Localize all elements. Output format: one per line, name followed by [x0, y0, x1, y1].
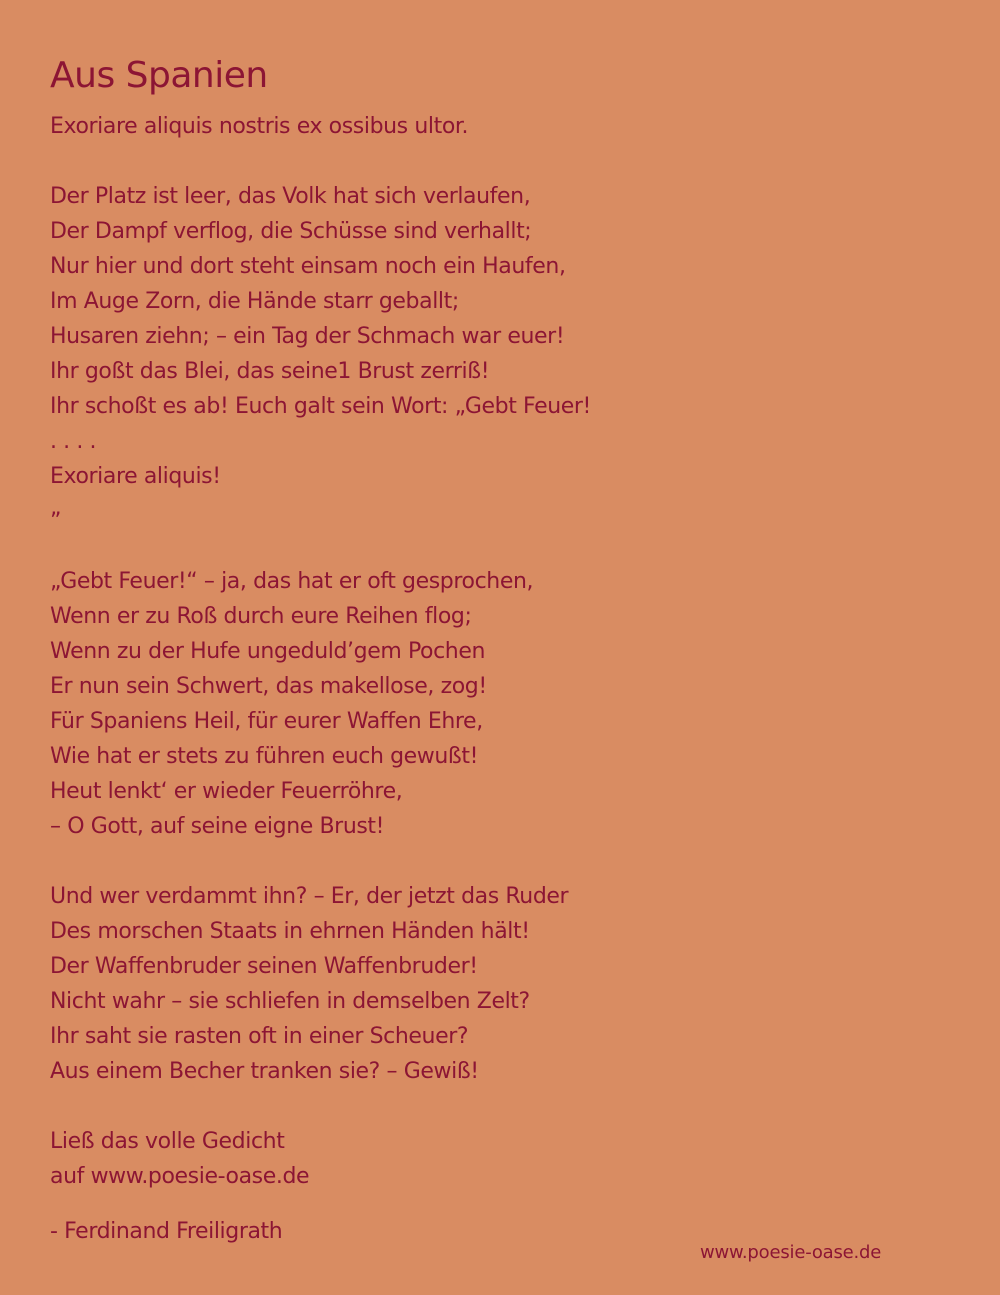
poem-line: Er nun sein Schwert, das makellose, zog!: [50, 674, 487, 699]
poem-line: Aus einem Becher tranken sie? – Gewiß!: [50, 1059, 479, 1084]
poem-line: Im Auge Zorn, die Hände starr geballt;: [50, 289, 459, 314]
poem-line: Der Dampf verflog, die Schüsse sind verhallt;: [50, 219, 532, 244]
poem-title: Aus Spanien: [50, 55, 268, 96]
poem-line: Der Platz ist leer, das Volk hat sich verlaufen,: [50, 184, 531, 209]
read-full-poem-note: [50, 1124, 309, 1194]
epigraph: [50, 109, 468, 144]
poem-line: Nur hier und dort steht einsam noch ein Haufen,: [50, 254, 566, 279]
epigraph-line: Exoriare aliquis nostris ex ossibus ultor.: [50, 114, 469, 139]
poem-line: Wenn zu der Hufe ungeduld’gem Pochen: [50, 639, 486, 664]
poem-line: Husaren ziehn; – ein Tag der Schmach war euer!: [50, 324, 565, 349]
poem-line: Nicht wahr – sie schliefen in demselben Zelt?: [50, 989, 530, 1014]
ellipsis-dots: . . . .: [50, 429, 97, 454]
cta-line: Ließ das volle Gedicht: [50, 1129, 285, 1154]
author-credit: [50, 1214, 282, 1249]
author-name: - Ferdinand Freiligrath: [50, 1219, 283, 1244]
poem-line: Ihr saht sie rasten oft in einer Scheuer?: [50, 1024, 469, 1049]
poem-line: – O Gott, auf seine eigne Brust!: [50, 814, 385, 839]
site-watermark: www.poesie-oase.de: [700, 1242, 882, 1263]
cta-line: auf www.poesie-oase.de: [50, 1164, 310, 1189]
poem-line: Für Spaniens Heil, für eurer Waffen Ehre,: [50, 709, 483, 734]
ellipsis-line: [50, 424, 96, 459]
stanza-2: [50, 564, 533, 844]
exoriare-line: [50, 459, 221, 494]
poem-line: „Gebt Feuer!“ – ja, das hat er oft gesprochen,: [50, 569, 534, 594]
poem-line: Ihr goßt das Blei, das seine1 Brust zerriß!: [50, 359, 490, 384]
poem-line: Heut lenkt‘ er wieder Feuerröhre,: [50, 779, 403, 804]
poem-line: Ihr schoßt es ab! Euch galt sein Wort: „Gebt Feuer!: [50, 394, 591, 419]
poem-line: Des morschen Staats in ehrnen Händen hält!: [50, 919, 530, 944]
stanza-1: [50, 179, 591, 424]
stanza-3: [50, 879, 568, 1089]
poem-line: Wenn er zu Roß durch eure Reihen flog;: [50, 604, 472, 629]
closing-quote-line: [50, 504, 61, 539]
poem-line: Der Waffenbruder seinen Waffenbruder!: [50, 954, 478, 979]
exoriare-text: Exoriare aliquis!: [50, 464, 221, 489]
poem-line: Und wer verdammt ihn? – Er, der jetzt das Ruder: [50, 884, 569, 909]
closing-quote: ”: [50, 509, 61, 534]
poem-line: Wie hat er stets zu führen euch gewußt!: [50, 744, 479, 769]
